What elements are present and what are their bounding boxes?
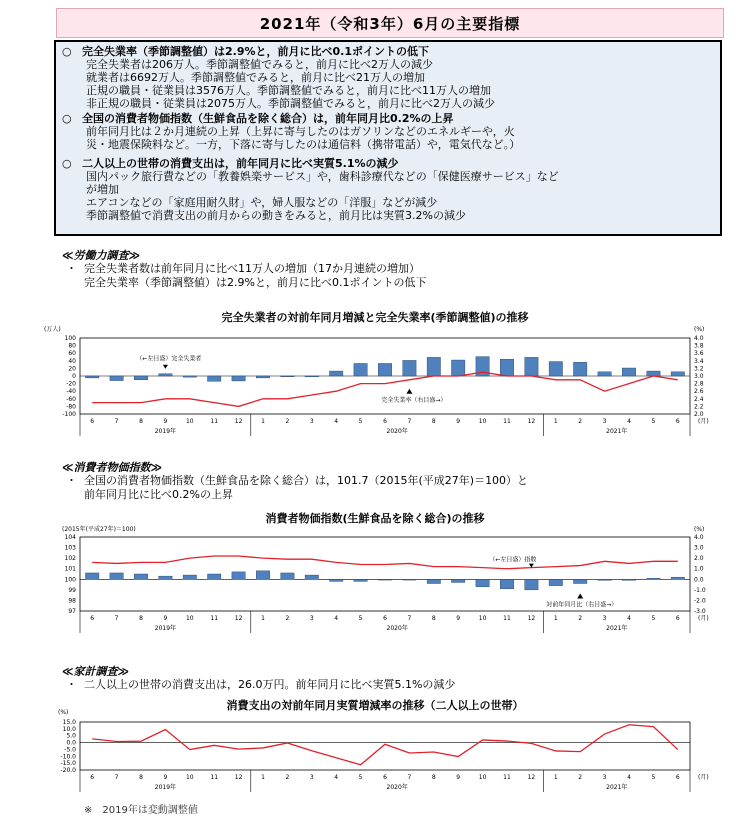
annotation-arrow [406, 389, 412, 394]
x-tick-label: 11 [503, 774, 511, 781]
left-tick-label: 0 [72, 373, 76, 380]
bar [427, 357, 440, 376]
bullet-mark: ○ [62, 112, 72, 125]
y-tick-label: 15.0 [62, 719, 76, 726]
bar [500, 359, 513, 376]
bullet-dot: ・ [66, 262, 77, 275]
x-tick-label: 11 [210, 774, 219, 781]
x-tick-label: 8 [139, 615, 143, 622]
bar [110, 573, 123, 579]
x-tick-label: 12 [234, 615, 243, 622]
left-tick-label: -80 [66, 403, 76, 411]
bar [622, 368, 635, 376]
left-tick-label: 80 [68, 342, 76, 350]
bar [549, 579, 562, 585]
page-title: 2021年（令和3年）6月の主要指標 [56, 8, 724, 38]
y-tick-label: -15.0 [60, 760, 76, 768]
summary-line: 国内パック旅行費などの「教養娯楽サービス」や，歯科診療代などの「保健医療サービス」など [86, 170, 559, 183]
left-tick-label: 97 [68, 608, 76, 615]
x-tick-label: 5 [358, 774, 363, 781]
bar [183, 575, 196, 579]
year-label: 2020年 [386, 428, 408, 435]
left-tick-label: 98 [68, 597, 76, 605]
series-line [92, 725, 678, 765]
bar [647, 578, 660, 579]
x-tick-label: 6 [383, 418, 387, 425]
year-label: 2021年 [606, 625, 628, 632]
bar [85, 573, 98, 579]
bar [232, 376, 245, 381]
x-tick-label: 2 [285, 615, 290, 622]
y-axis-unit: (%) [58, 709, 69, 716]
bar [598, 579, 611, 580]
cpi-bullet-text: 前年同月比に比べ0.2%の上昇 [84, 488, 233, 501]
right-tick-label: 2.0 [694, 411, 704, 418]
right-tick-label: 3.6 [694, 350, 704, 358]
labour-heading: ≪労働力調査≫ [62, 249, 141, 262]
bar [354, 579, 367, 581]
x-tick-label: 10 [185, 418, 194, 425]
summary-line: 災・地震保険料など。一方，下落に寄与したのは通信料（携帯電話）や，電気代など。） [86, 138, 521, 151]
x-tick-label: 3 [309, 615, 314, 622]
bar [207, 376, 220, 381]
x-tick-label: 12 [527, 774, 536, 781]
summary-line: 前年同月比は２か月連続の上昇（上昇に寄与したのはガソリンなどのエネルギーや，火 [86, 125, 515, 138]
cpi-chart [0, 523, 750, 641]
bar [329, 371, 342, 376]
x-tick-label: 6 [675, 774, 680, 781]
x-tick-label: 7 [407, 774, 412, 781]
summary-line: 季節調整値で消費支出の前月からの動きをみると，前月比は実質3.2%の減少 [86, 209, 466, 222]
right-tick-label: 3.2 [694, 365, 704, 373]
summary-item-labour [62, 45, 714, 110]
left-tick-label: -60 [66, 395, 76, 403]
x-tick-label: 9 [163, 418, 168, 425]
bar [476, 579, 489, 586]
summary-heading: 全国の消費者物価指数（生鮮食品を除く総合）は，前年同月比0.2%の上昇 [82, 112, 454, 125]
right-tick-label: -1.0 [694, 586, 706, 594]
right-tick-label: -2.0 [694, 597, 706, 605]
y-tick-label: 0.0 [66, 739, 76, 747]
labour-bullet-text: 完全失業率（季節調整値）は2.9%と，前月に比べ0.1ポイントの低下 [84, 276, 427, 289]
x-tick-label: 11 [503, 418, 511, 425]
bar [232, 572, 245, 579]
summary-item-cpi [62, 112, 714, 151]
x-tick-label: 7 [407, 418, 412, 425]
y-tick-label: -20.0 [60, 767, 76, 774]
x-tick-label: 3 [309, 418, 314, 425]
right-tick-label: -3.0 [694, 608, 706, 615]
x-tick-label: 1 [553, 774, 558, 781]
left-tick-label: 60 [68, 350, 76, 358]
bar [354, 363, 367, 376]
bar [573, 579, 586, 583]
x-tick-label: 12 [527, 615, 536, 622]
year-label: 2020年 [386, 784, 408, 791]
bar [403, 579, 416, 580]
left-tick-label: -40 [66, 388, 76, 396]
summary-line: 就業者は6692万人。季節調整値でみると，前月に比べ21万人の増加 [86, 71, 425, 84]
left-tick-label: 40 [68, 357, 76, 365]
x-tick-label: 8 [431, 774, 436, 781]
summary-box [54, 40, 722, 236]
y-tick-label: 10.0 [62, 725, 76, 733]
summary-heading: 完全失業率（季節調整値）は2.9%と，前月に比べ0.1ポイントの低下 [82, 45, 429, 58]
x-axis-unit: (月) [698, 418, 709, 425]
x-tick-label: 12 [234, 418, 243, 425]
left-tick-label: 104 [64, 534, 76, 541]
left-axis-unit: (万人) [44, 326, 61, 333]
x-tick-label: 6 [675, 615, 680, 622]
x-tick-label: 6 [675, 418, 680, 425]
x-tick-label: 4 [334, 418, 339, 425]
x-tick-label: 5 [358, 615, 363, 622]
bar [671, 372, 684, 376]
right-axis-unit: (%) [694, 326, 705, 333]
bar [525, 357, 538, 376]
x-tick-label: 3 [602, 418, 607, 425]
bar [183, 376, 196, 377]
x-tick-label: 10 [185, 774, 194, 781]
left-tick-label: 20 [68, 365, 76, 373]
bar [207, 574, 220, 579]
bullet-dot [66, 276, 84, 290]
x-tick-label: 5 [651, 418, 656, 425]
summary-line: 正規の職員・従業員は3576万人。季節調整値でみると，前月に比べ11万人の増加 [86, 84, 491, 97]
x-tick-label: 7 [407, 615, 412, 622]
x-tick-label: 9 [456, 774, 461, 781]
bar [159, 576, 172, 579]
bar [159, 374, 172, 376]
footnote: ※ 2019年は変動調整値 [84, 805, 198, 816]
x-tick-label: 2 [578, 615, 583, 622]
x-tick-label: 6 [383, 615, 387, 622]
x-tick-label: 10 [478, 418, 487, 425]
bar [256, 376, 269, 378]
bar [451, 360, 464, 376]
right-tick-label: 3.4 [694, 357, 704, 365]
x-tick-label: 3 [602, 774, 607, 781]
annotation-arrow [163, 365, 168, 369]
x-tick-label: 8 [139, 418, 143, 425]
right-tick-label: 2.8 [694, 380, 704, 388]
x-tick-label: 7 [114, 418, 119, 425]
summary-line: 非正規の職員・従業員は2075万人。季節調整値でみると，前月に比べ2万人の減少 [86, 97, 495, 110]
x-tick-label: 11 [210, 418, 219, 425]
summary-heading: 二人以上の世帯の消費支出は，前年同月に比べ実質5.1%の減少 [82, 157, 399, 170]
x-tick-label: 1 [261, 418, 265, 425]
right-tick-label: 2.4 [694, 395, 704, 403]
bar [305, 575, 318, 579]
line-annotation: （←左目盛）指数 [489, 556, 537, 564]
bar [134, 574, 147, 579]
x-tick-label: 8 [139, 774, 143, 781]
x-tick-label: 5 [358, 418, 363, 425]
bar [622, 579, 635, 580]
x-tick-label: 9 [163, 774, 168, 781]
right-tick-label: 3.8 [694, 342, 704, 350]
x-tick-label: 11 [210, 615, 219, 622]
bar [525, 579, 538, 590]
x-tick-label: 5 [651, 774, 656, 781]
x-tick-label: 4 [334, 774, 339, 781]
x-tick-label: 4 [627, 615, 631, 622]
unemployment-chart [0, 322, 750, 446]
right-tick-label: 2.2 [694, 403, 704, 411]
left-tick-label: 101 [64, 565, 76, 573]
x-tick-label: 1 [261, 774, 265, 781]
x-tick-label: 8 [431, 615, 436, 622]
x-tick-label: 7 [114, 615, 119, 622]
left-tick-label: -20 [66, 380, 76, 388]
x-tick-label: 1 [261, 615, 265, 622]
line-annotation: 完全失業率（右目盛→） [381, 396, 447, 404]
right-tick-label: 2.6 [694, 388, 704, 396]
x-tick-label: 9 [456, 615, 461, 622]
x-tick-label: 9 [163, 615, 168, 622]
x-tick-label: 9 [456, 418, 461, 425]
chart2-title: 消費者物価指数(生鮮食品を除く総合)の推移 [265, 512, 485, 525]
bar [427, 579, 440, 583]
x-tick-label: 6 [383, 774, 387, 781]
left-tick-label: 100 [64, 576, 76, 584]
bullet-mark: ○ [62, 157, 72, 170]
x-tick-label: 2 [578, 418, 583, 425]
x-tick-label: 6 [90, 774, 95, 781]
left-tick-label: 100 [64, 335, 76, 342]
y-tick-label: -10.0 [60, 753, 76, 761]
x-tick-label: 6 [90, 615, 95, 622]
x-tick-label: 7 [114, 774, 119, 781]
chart3-title: 消費支出の対前年同月実質増減率の推移（二人以上の世帯） [226, 699, 524, 712]
summary-line: 完全失業者は206万人。季節調整値でみると，前月に比べ2万人の減少 [86, 58, 433, 71]
x-tick-label: 2 [285, 774, 290, 781]
bar [134, 376, 147, 380]
year-label: 2019年 [154, 428, 177, 435]
cpi-bullet-text: 全国の消費者物価指数（生鮮食品を除く総合）は，101.7（2015年(平成27年)＝100）と [84, 474, 529, 487]
bar [500, 579, 513, 589]
x-axis-unit: (月) [698, 615, 709, 622]
series-line [92, 556, 678, 569]
x-tick-label: 12 [234, 774, 243, 781]
x-tick-label: 2 [285, 418, 290, 425]
x-tick-label: 12 [527, 418, 536, 425]
year-label: 2021年 [606, 428, 628, 435]
summary-line: エアコンなどの「家庭用耐久財」や，婦人服などの「洋服」などが減少 [86, 196, 438, 209]
bar [451, 579, 464, 582]
left-tick-label: 102 [64, 555, 76, 563]
right-tick-label: 1.0 [694, 565, 704, 573]
bar [378, 363, 391, 376]
x-tick-label: 1 [553, 418, 558, 425]
bar [403, 360, 416, 376]
right-tick-label: 4.0 [694, 335, 704, 342]
x-tick-label: 4 [627, 418, 631, 425]
bar-annotation: 対前年同月比（右目盛→） [546, 601, 618, 609]
right-tick-label: 0.0 [694, 576, 704, 584]
bar [671, 577, 684, 579]
x-tick-label: 3 [309, 774, 314, 781]
x-tick-label: 11 [503, 615, 511, 622]
labour-bullets [66, 262, 426, 290]
year-label: 2020年 [386, 625, 408, 632]
x-tick-label: 4 [627, 774, 631, 781]
annotation-arrow [577, 594, 583, 599]
x-tick-label: 5 [651, 615, 656, 622]
chart1-title: 完全失業者の対前年同月増減と完全失業率(季節調整値)の推移 [221, 311, 529, 324]
x-tick-label: 10 [478, 615, 487, 622]
right-tick-label: 3.0 [694, 544, 704, 552]
y-tick-label: 5.0 [66, 732, 76, 740]
summary-item-household [62, 157, 714, 222]
bar [598, 372, 611, 376]
year-label: 2021年 [606, 784, 628, 791]
bar [281, 573, 294, 579]
bar [85, 376, 98, 378]
bar [573, 362, 586, 376]
bar [378, 579, 391, 580]
bar [281, 376, 294, 377]
bar [256, 571, 269, 579]
household-bullets [66, 678, 455, 692]
cpi-heading: ≪消費者物価指数≫ [62, 461, 163, 474]
bar [305, 376, 318, 377]
left-axis-unit: (2015年(平成27年)＝100) [62, 526, 136, 533]
right-tick-label: 3.0 [694, 373, 704, 380]
bullet-dot [66, 488, 84, 502]
y-tick-label: -5.0 [64, 746, 76, 754]
x-tick-label: 8 [431, 418, 436, 425]
x-tick-label: 4 [334, 615, 339, 622]
x-tick-label: 3 [602, 615, 607, 622]
household-bullet-text: 二人以上の世帯の消費支出は，26.0万円。前年同月に比べ実質5.1%の減少 [84, 678, 456, 691]
labour-bullet-text: 完全失業者数は前年同月に比べ11万人の増加（17か月連続の増加） [84, 262, 420, 275]
right-tick-label: 2.0 [694, 555, 704, 563]
plot-frame [80, 537, 690, 611]
left-tick-label: 99 [68, 586, 76, 594]
right-tick-label: 4.0 [694, 534, 704, 541]
bar [110, 376, 123, 381]
x-tick-label: 10 [185, 615, 194, 622]
x-tick-label: 10 [478, 774, 487, 781]
bullet-dot: ・ [66, 474, 77, 487]
x-tick-label: 2 [578, 774, 583, 781]
year-label: 2019年 [154, 625, 177, 632]
bar [329, 579, 342, 581]
x-axis-unit: (月) [698, 774, 709, 781]
left-tick-label: -100 [62, 411, 76, 418]
plot-frame [80, 722, 690, 770]
cpi-bullets [66, 474, 528, 502]
bullet-mark: ○ [62, 45, 72, 58]
household-chart [0, 710, 750, 796]
bar [647, 371, 660, 376]
summary-line: が増加 [86, 183, 119, 196]
household-heading: ≪家計調査≫ [62, 665, 130, 678]
left-tick-label: 103 [64, 544, 76, 552]
bar [549, 362, 562, 376]
year-label: 2019年 [154, 784, 177, 791]
bar-annotation: （←左目盛）完全失業者 [136, 355, 202, 363]
right-axis-unit: (%) [694, 526, 705, 533]
x-tick-label: 6 [90, 418, 95, 425]
bullet-dot: ・ [66, 678, 77, 691]
x-tick-label: 1 [553, 615, 558, 622]
